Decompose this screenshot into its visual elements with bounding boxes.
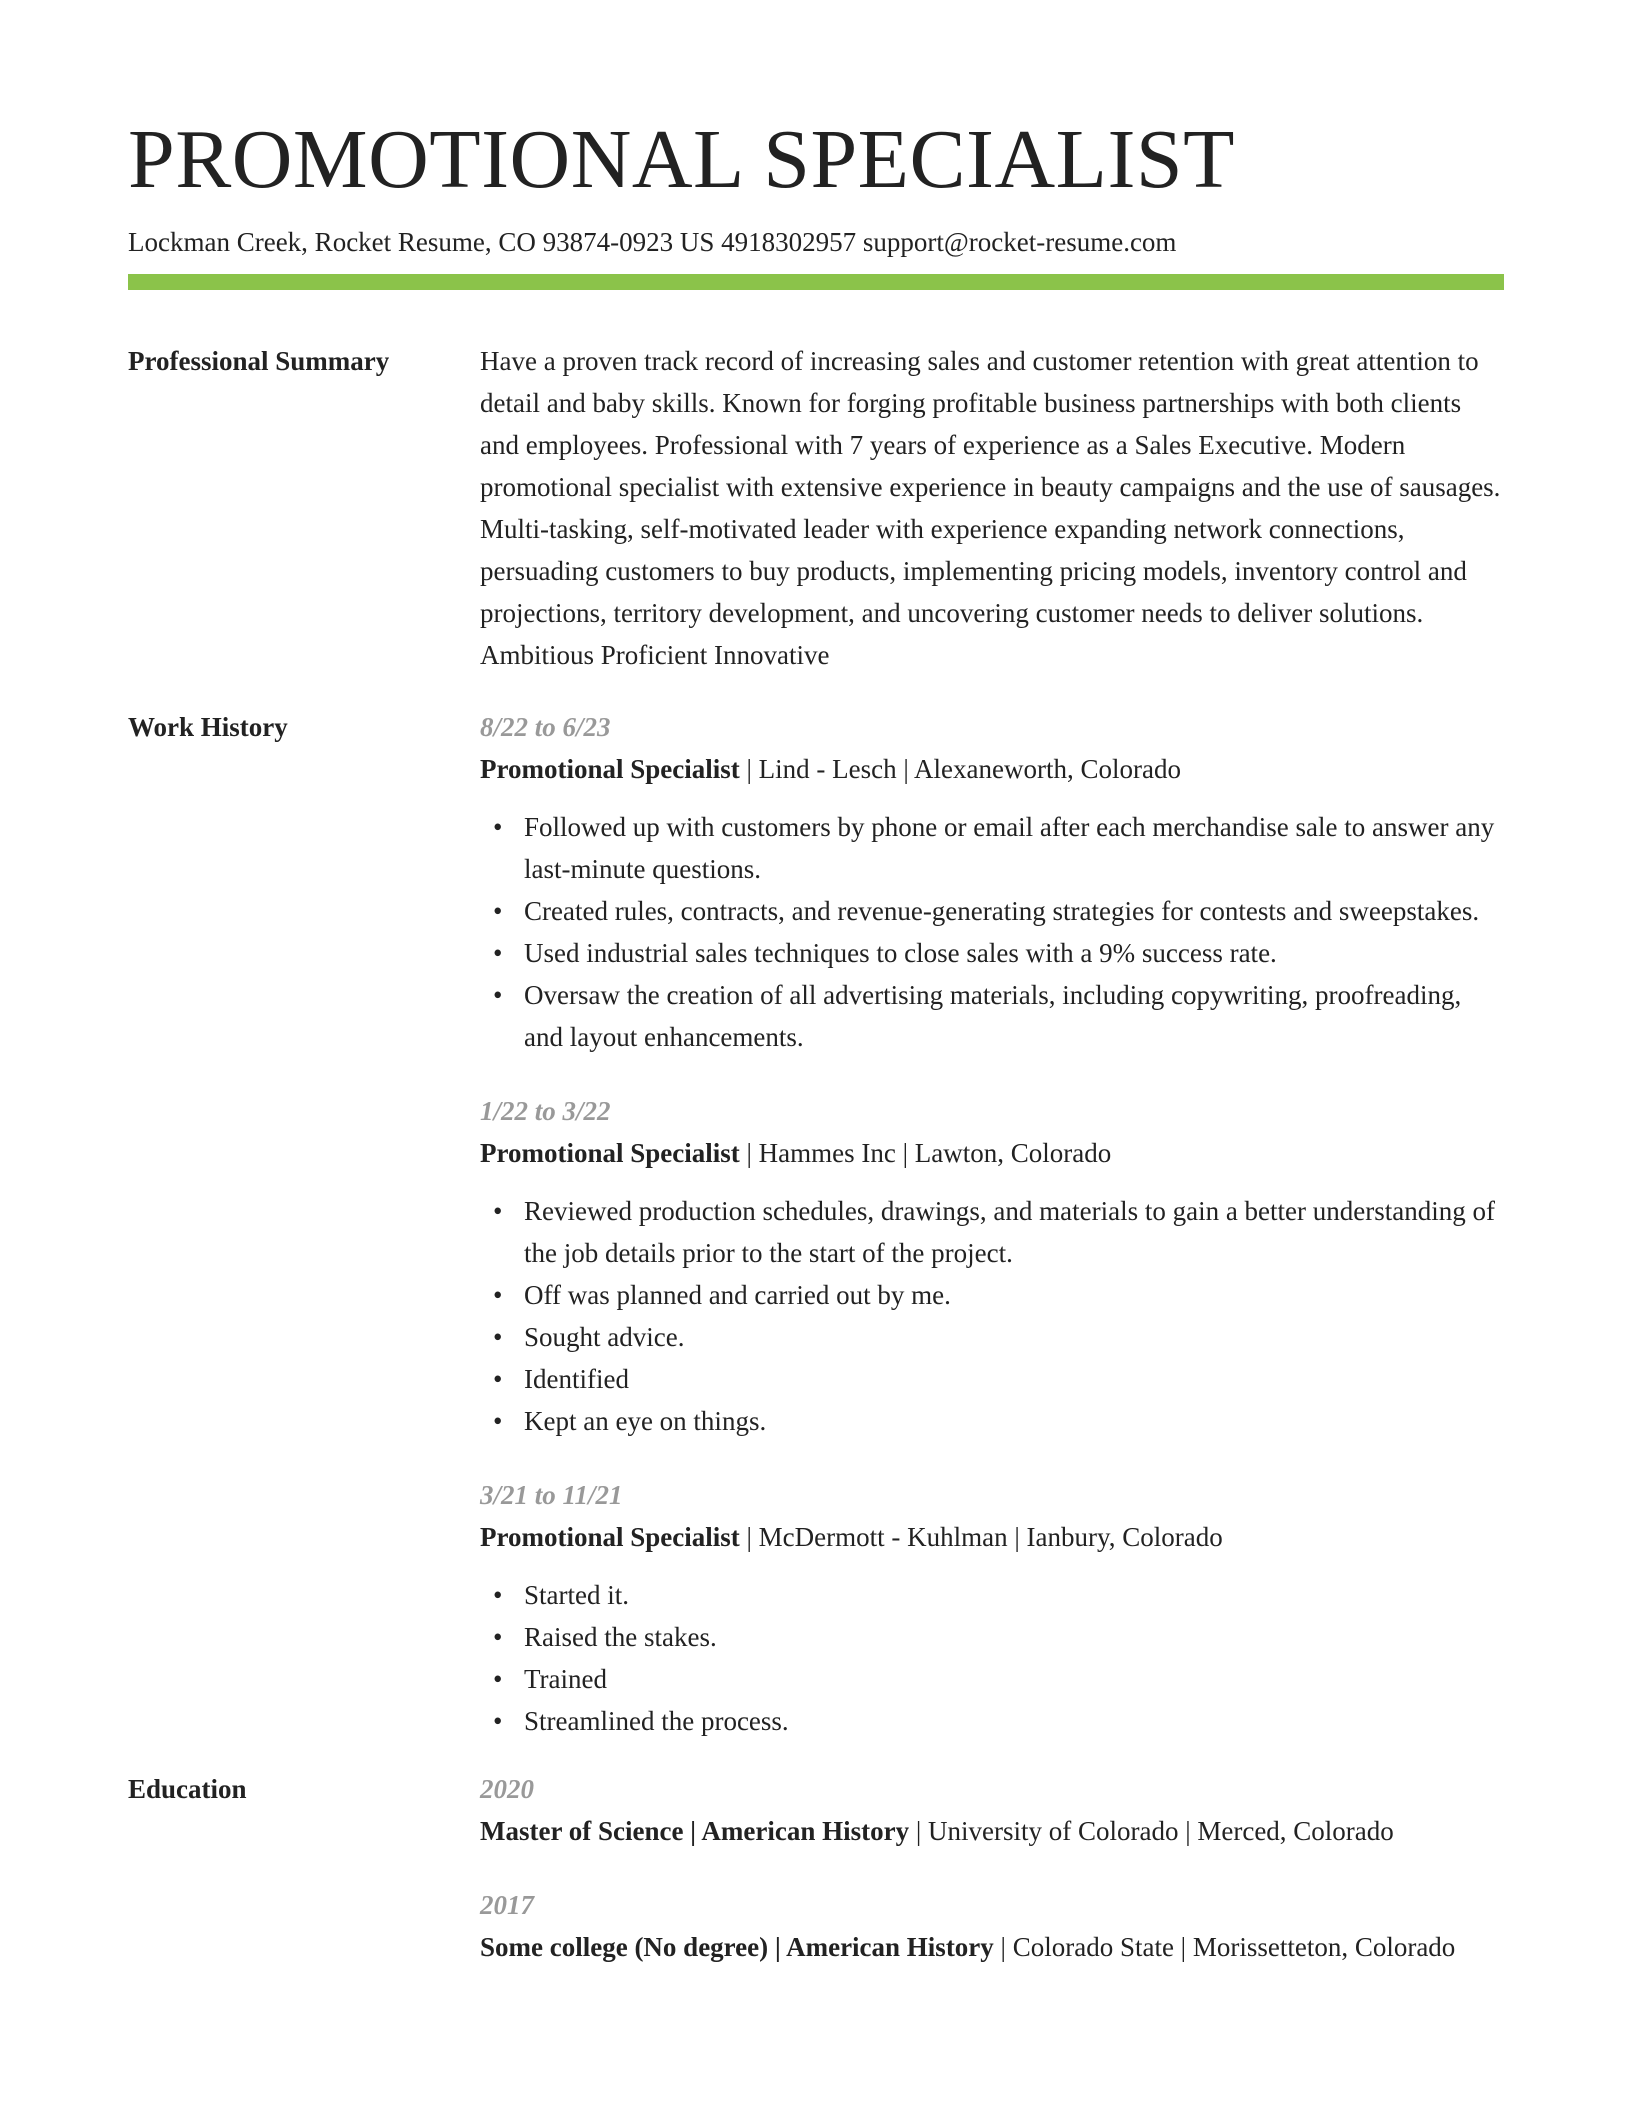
work-history-heading: Work History [128, 712, 288, 743]
bullet-icon: • [493, 1706, 503, 1737]
job-entry [480, 706, 1504, 1058]
education-heading: Education [128, 1774, 247, 1805]
education-year: 2020 [480, 1774, 534, 1805]
bullet-icon: • [493, 1196, 503, 1227]
job-dates: 1/22 to 3/22 [480, 1096, 611, 1127]
bullet-icon: • [493, 1406, 503, 1437]
contact-line: Lockman Creek, Rocket Resume, CO 93874-0923 US 4918302957 support@rocket-resume.com [128, 227, 1177, 257]
resume-name-title: PROMOTIONAL SPECIALIST [128, 113, 1235, 206]
accent-divider [128, 274, 1504, 290]
job-bullet-text: Sought advice. [524, 1322, 685, 1353]
job-bullet [493, 1616, 1504, 1658]
job-bullet [493, 1400, 1504, 1442]
education-line [480, 1810, 1504, 1852]
bullet-icon: • [493, 938, 503, 969]
job-bullet-text: Raised the stakes. [524, 1622, 717, 1653]
education-details: | University of Colorado | Merced, Colorado [909, 1816, 1394, 1847]
job-title-line [480, 748, 1504, 790]
job-dates: 8/22 to 6/23 [480, 712, 611, 743]
job-details: | Lind - Lesch | Alexaneworth, Colorado [739, 754, 1181, 785]
job-bullet-list [480, 1190, 1504, 1442]
job-bullet-text: Oversaw the creation of all advertising materials, including copywriting, proofreading, and layout enhancements. [524, 980, 1462, 1053]
job-entry [480, 1474, 1504, 1742]
bullet-icon: • [493, 1322, 503, 1353]
job-details: | McDermott - Kuhlman | Ianbury, Colorado [739, 1522, 1223, 1553]
summary-heading: Professional Summary [128, 346, 390, 377]
education-section [128, 1768, 1504, 1968]
job-bullet-list [480, 806, 1504, 1058]
job-bullet-text: Off was planned and carried out by me. [524, 1280, 951, 1311]
bullet-icon: • [493, 980, 503, 1011]
education-entry [480, 1768, 1504, 1852]
bullet-icon: • [493, 1664, 503, 1695]
job-title-line [480, 1516, 1504, 1558]
job-bullet [493, 1316, 1504, 1358]
bullet-icon: • [493, 812, 503, 843]
job-bullet [493, 1274, 1504, 1316]
work-history-section [128, 706, 1504, 1742]
job-dates: 3/21 to 11/21 [480, 1480, 623, 1511]
education-degree: Master of Science | American History [480, 1816, 910, 1847]
job-bullet-text: Trained [524, 1664, 608, 1695]
job-bullet [493, 974, 1504, 1058]
education-list [480, 1768, 1504, 1968]
job-bullet-text: Kept an eye on things. [524, 1406, 767, 1437]
summary-text: Have a proven track record of increasing sales and customer retention with great attention to detail and baby skills. Known for forging profitable business partnerships with both clients and employees. Professional with 7 years of experience as a Sales Executive. Modern promotional specialist with extensive experience in beauty campaigns and the use of sausages. Multi-tasking, self-motivated leader with experience expanding network connections, persuading customers to buy products, implementing pricing models, inventory control and projections, territory development, and uncovering customer needs to deliver solutions. Ambitious Proficient Innovative [480, 346, 1501, 671]
job-bullet [493, 806, 1504, 890]
job-bullet-text: Started it. [524, 1580, 629, 1611]
resume-page [128, 0, 1504, 1968]
bullet-icon: • [493, 1364, 503, 1395]
job-title: Promotional Specialist [480, 754, 740, 785]
job-bullet [493, 1358, 1504, 1400]
bullet-icon: • [493, 896, 503, 927]
bullet-icon: • [493, 1580, 503, 1611]
education-entry [480, 1884, 1504, 1968]
job-bullet-text: Reviewed production schedules, drawings, and materials to gain a better understanding of the job details prior to the start of the project. [524, 1196, 1495, 1269]
job-entry [480, 1090, 1504, 1442]
job-bullet [493, 1574, 1504, 1616]
bullet-icon: • [493, 1622, 503, 1653]
job-bullet [493, 890, 1504, 932]
education-degree: Some college (No degree) | American History [480, 1932, 994, 1963]
education-year: 2017 [480, 1890, 534, 1921]
job-bullet [493, 1658, 1504, 1700]
job-bullet-text: Followed up with customers by phone or email after each merchandise sale to answer any last-minute questions. [524, 812, 1495, 885]
education-details: | Colorado State | Morissetteton, Colorado [993, 1932, 1456, 1963]
job-bullet-text: Created rules, contracts, and revenue-generating strategies for contests and sweepstakes. [524, 896, 1480, 927]
job-bullet-text: Streamlined the process. [524, 1706, 789, 1737]
job-title: Promotional Specialist [480, 1138, 740, 1169]
job-title: Promotional Specialist [480, 1522, 740, 1553]
job-bullet [493, 1700, 1504, 1742]
education-line [480, 1926, 1504, 1968]
job-bullet-text: Used industrial sales techniques to close sales with a 9% success rate. [524, 938, 1277, 969]
job-title-line [480, 1132, 1504, 1174]
job-bullet-text: Identified [524, 1364, 629, 1395]
job-bullet [493, 1190, 1504, 1274]
job-bullet-list [480, 1574, 1504, 1742]
summary-section [128, 340, 1504, 676]
job-bullet [493, 932, 1504, 974]
job-details: | Hammes Inc | Lawton, Colorado [739, 1138, 1112, 1169]
bullet-icon: • [493, 1280, 503, 1311]
work-history-list [480, 706, 1504, 1742]
